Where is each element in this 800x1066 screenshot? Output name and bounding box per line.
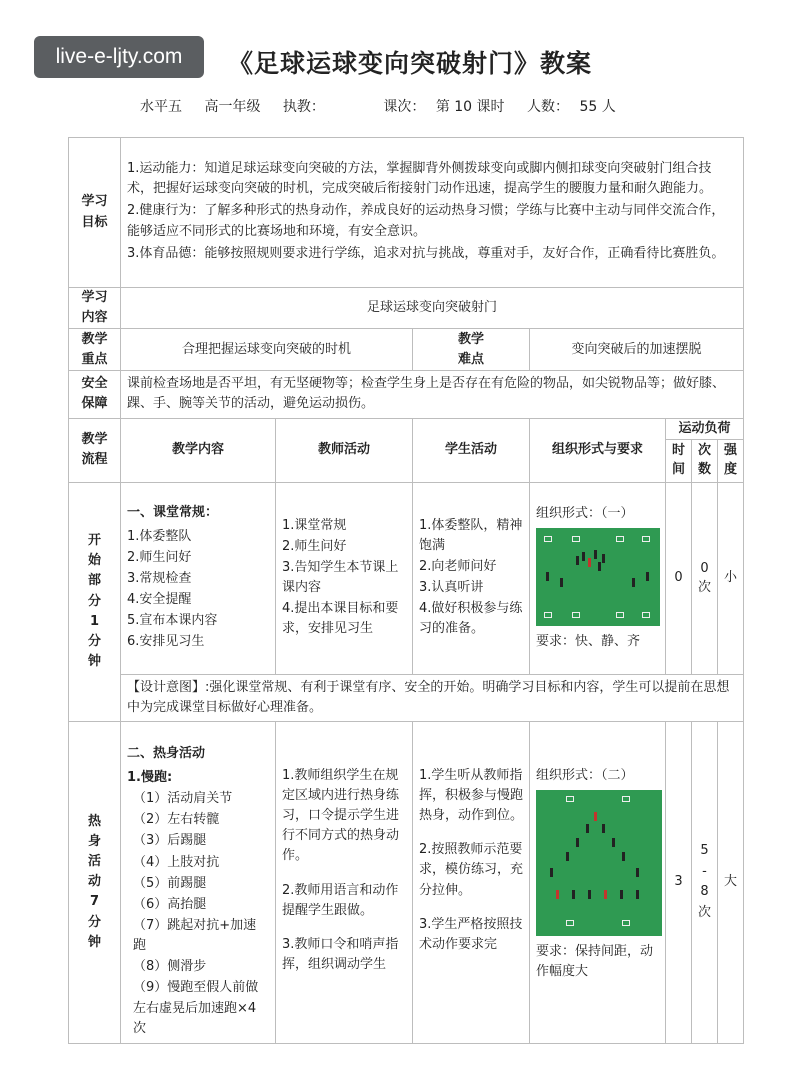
time-header: 时 间 bbox=[666, 439, 692, 482]
part2-label-char: 分 bbox=[87, 914, 101, 930]
list-item: （4）上肢对抗 bbox=[133, 854, 220, 870]
part1-reps bbox=[692, 482, 718, 674]
list-item: 4.安全提醒 bbox=[127, 592, 192, 608]
part2-section: 二、热身活动 bbox=[127, 745, 206, 761]
goal-3: 3.体育品德：能够按照规则要求进行学练，追求对抗与挑战，尊重对手，友好合作，正确看待比赛胜负。 bbox=[127, 245, 725, 261]
difficulty-label: 教学 难点 bbox=[413, 329, 530, 371]
part2-teacher bbox=[276, 721, 413, 1043]
list-item: （5）前踢腿 bbox=[133, 875, 207, 891]
list-item: 3.常规检查 bbox=[127, 570, 192, 586]
part1-content bbox=[121, 482, 276, 674]
goal-2: 2.健康行为：了解多种形式的热身动作，养成良好的运动热身习惯；学练与比赛中主动与同伴交流合作，能够适应不同形式的比赛场地和环境，有安全意识。 bbox=[127, 203, 725, 239]
lesson-label: 课次： bbox=[383, 99, 426, 115]
part2-reps bbox=[692, 721, 718, 1043]
part1-org bbox=[530, 482, 666, 674]
part2-time: 3 bbox=[666, 721, 692, 1043]
field-diagram-1 bbox=[536, 528, 660, 626]
part1-label-char: 1 bbox=[89, 613, 100, 629]
part1-label-char: 分 bbox=[87, 593, 101, 609]
safety-row bbox=[69, 371, 744, 418]
reps-value: 0 bbox=[700, 560, 709, 576]
part2-sub: 1.慢跑: bbox=[127, 769, 173, 785]
grade: 高一年级 bbox=[204, 99, 261, 115]
reps-value: 5 bbox=[700, 842, 709, 858]
list-item: （6）高抬腿 bbox=[133, 896, 207, 912]
part2-intensity: 大 bbox=[718, 721, 744, 1043]
list-item: （3）后踢腿 bbox=[133, 833, 207, 849]
lesson-value: 第 10 课时 bbox=[435, 99, 505, 115]
key-value: 合理把握运球变向突破的时机 bbox=[121, 329, 413, 371]
org-header: 组织形式与要求 bbox=[530, 418, 666, 482]
student-header: 学生活动 bbox=[413, 418, 530, 482]
part2-label bbox=[69, 721, 121, 1043]
flow-header: 教学 流程 bbox=[69, 418, 121, 482]
list-item: （9）慢跑至假人前做左右虚晃后加速跑×4 次 bbox=[133, 980, 259, 1036]
count-label: 人数： bbox=[526, 99, 569, 115]
list-item: 2.向老师问好 bbox=[419, 558, 497, 574]
reps-header: 次 数 bbox=[692, 439, 718, 482]
teacher-label: 执教： bbox=[282, 99, 325, 115]
watermark: live-e-ljty.com bbox=[34, 36, 204, 78]
part2-label-char: 活 bbox=[87, 854, 101, 870]
load-header: 运动负荷 bbox=[666, 418, 744, 439]
design-row bbox=[69, 674, 744, 721]
part1-intensity: 小 bbox=[718, 482, 744, 674]
list-item: （7）跳起对抗+加速跑 bbox=[133, 917, 257, 954]
field-diagram-2 bbox=[536, 790, 662, 936]
goals-row bbox=[69, 138, 744, 288]
list-item: 2.师生问好 bbox=[282, 538, 347, 554]
list-item: 3.学生严格按照技术动作要求完 bbox=[419, 916, 523, 952]
design-intent: 【设计意图】:强化课堂常规、有利于课堂有序、安全的开始。明确学习目标和内容，学生可以提前在思想中为完成课堂目标做好心理准备。 bbox=[121, 674, 744, 721]
part1-section: 一、课堂常规： bbox=[127, 504, 219, 520]
list-item: 1.学生听从教师指挥，积极参与慢跑热身，动作到位。 bbox=[419, 767, 524, 824]
org-title: 组织形式：（二） bbox=[536, 767, 634, 783]
list-item: 4.做好积极参与练习的准备。 bbox=[419, 601, 523, 637]
list-item: 3.认真听讲 bbox=[419, 580, 484, 596]
content-header: 教学内容 bbox=[121, 418, 276, 482]
part1-label bbox=[69, 482, 121, 721]
key-label: 教学 重点 bbox=[69, 329, 121, 371]
part1-label-char: 钟 bbox=[87, 654, 101, 670]
reps-dash: - bbox=[702, 863, 707, 879]
part2-org bbox=[530, 721, 666, 1043]
part2-label-char: 钟 bbox=[87, 934, 101, 950]
list-item: （2）左右转髋 bbox=[133, 812, 220, 828]
list-item: 4.提出本课目标和要求，安排见习生 bbox=[282, 601, 399, 637]
reps-value: 8 bbox=[700, 884, 709, 900]
list-item: 5.宣布本课内容 bbox=[127, 613, 218, 629]
list-item: （8）侧滑步 bbox=[133, 959, 207, 975]
list-item: 2.师生问好 bbox=[127, 549, 192, 565]
part1-time: 0 bbox=[666, 482, 692, 674]
part1-label-char: 分 bbox=[87, 633, 101, 649]
header-row bbox=[69, 418, 744, 439]
list-item: 3.教师口令和哨声指挥，组织调动学生 bbox=[282, 936, 399, 972]
part2-row bbox=[69, 721, 744, 1043]
content-row bbox=[69, 288, 744, 329]
safety-value: 课前检查场地是否平坦，有无坚硬物等；检查学生身上是否存在有危险的物品，如尖锐物品等；做好膝、踝、手、腕等关节的活动，避免运动损伤。 bbox=[121, 371, 744, 418]
intensity-header: 强 度 bbox=[718, 439, 744, 482]
content-value: 足球运球变向突破射门 bbox=[121, 288, 744, 329]
difficulty-value: 变向突破后的加速摆脱 bbox=[530, 329, 744, 371]
list-item: 1.体委整队 bbox=[127, 528, 192, 544]
reps-unit: 次 bbox=[697, 580, 711, 596]
reps-unit: 次 bbox=[697, 905, 711, 921]
part2-content bbox=[121, 721, 276, 1043]
part2-label-char: 动 bbox=[87, 874, 101, 890]
goals-label: 学习 目标 bbox=[69, 138, 121, 288]
part2-label-char: 热 bbox=[87, 813, 101, 829]
list-item: 1.教师组织学生在规定区域内进行热身练习，口令提示学生进行不同方式的热身动作。 bbox=[282, 767, 400, 864]
org-requirement: 要求：快、静、齐 bbox=[536, 634, 641, 650]
part1-label-char: 部 bbox=[87, 573, 101, 589]
part2-label-char: 身 bbox=[87, 833, 101, 849]
page-title: 《足球运球变向突破射门》教案 bbox=[227, 49, 592, 78]
org-title: 组织形式：（一） bbox=[536, 505, 634, 521]
goals-text bbox=[121, 138, 744, 288]
key-row bbox=[69, 329, 744, 371]
list-item: 1.体委整队，精神饱满 bbox=[419, 517, 523, 553]
part2-student bbox=[413, 721, 530, 1043]
list-item: 3.告知学生本节课上课内容 bbox=[282, 559, 399, 596]
list-item: 1.课堂常规 bbox=[282, 517, 347, 533]
teacher-header: 教师活动 bbox=[276, 418, 413, 482]
safety-label: 安全 保障 bbox=[69, 371, 121, 418]
content-label: 学习 内容 bbox=[69, 288, 121, 329]
goal-1: 1.运动能力：知道足球运球变向突破的方法，掌握脚背外侧拨球变向或脚内侧扣球变向突破射门组合技术，把握好运球变向突破的时机，完成突破后衔接射门动作迅速，提高学生的腰腹力量和耐久跑能力。 bbox=[127, 161, 713, 197]
count-value: 55 人 bbox=[579, 99, 616, 115]
list-item: 6.安排见习生 bbox=[127, 634, 205, 650]
part1-label-char: 开 bbox=[87, 533, 101, 549]
lesson-plan-table bbox=[68, 137, 744, 1044]
part1-label-char: 始 bbox=[87, 553, 101, 569]
lesson-info bbox=[140, 96, 634, 118]
level: 水平五 bbox=[140, 99, 182, 115]
part1-student bbox=[413, 482, 530, 674]
list-item: 2.教师用语言和动作提醒学生跟做。 bbox=[282, 882, 399, 918]
part1-row bbox=[69, 482, 744, 674]
list-item: （1）活动肩关节 bbox=[133, 791, 233, 807]
list-item: 2.按照教师示范要求，模仿练习，充分拉伸。 bbox=[419, 842, 524, 898]
part1-teacher bbox=[276, 482, 413, 674]
org-requirement: 要求：保持间距，动作幅度大 bbox=[536, 943, 654, 980]
part2-label-char: 7 bbox=[89, 894, 100, 910]
